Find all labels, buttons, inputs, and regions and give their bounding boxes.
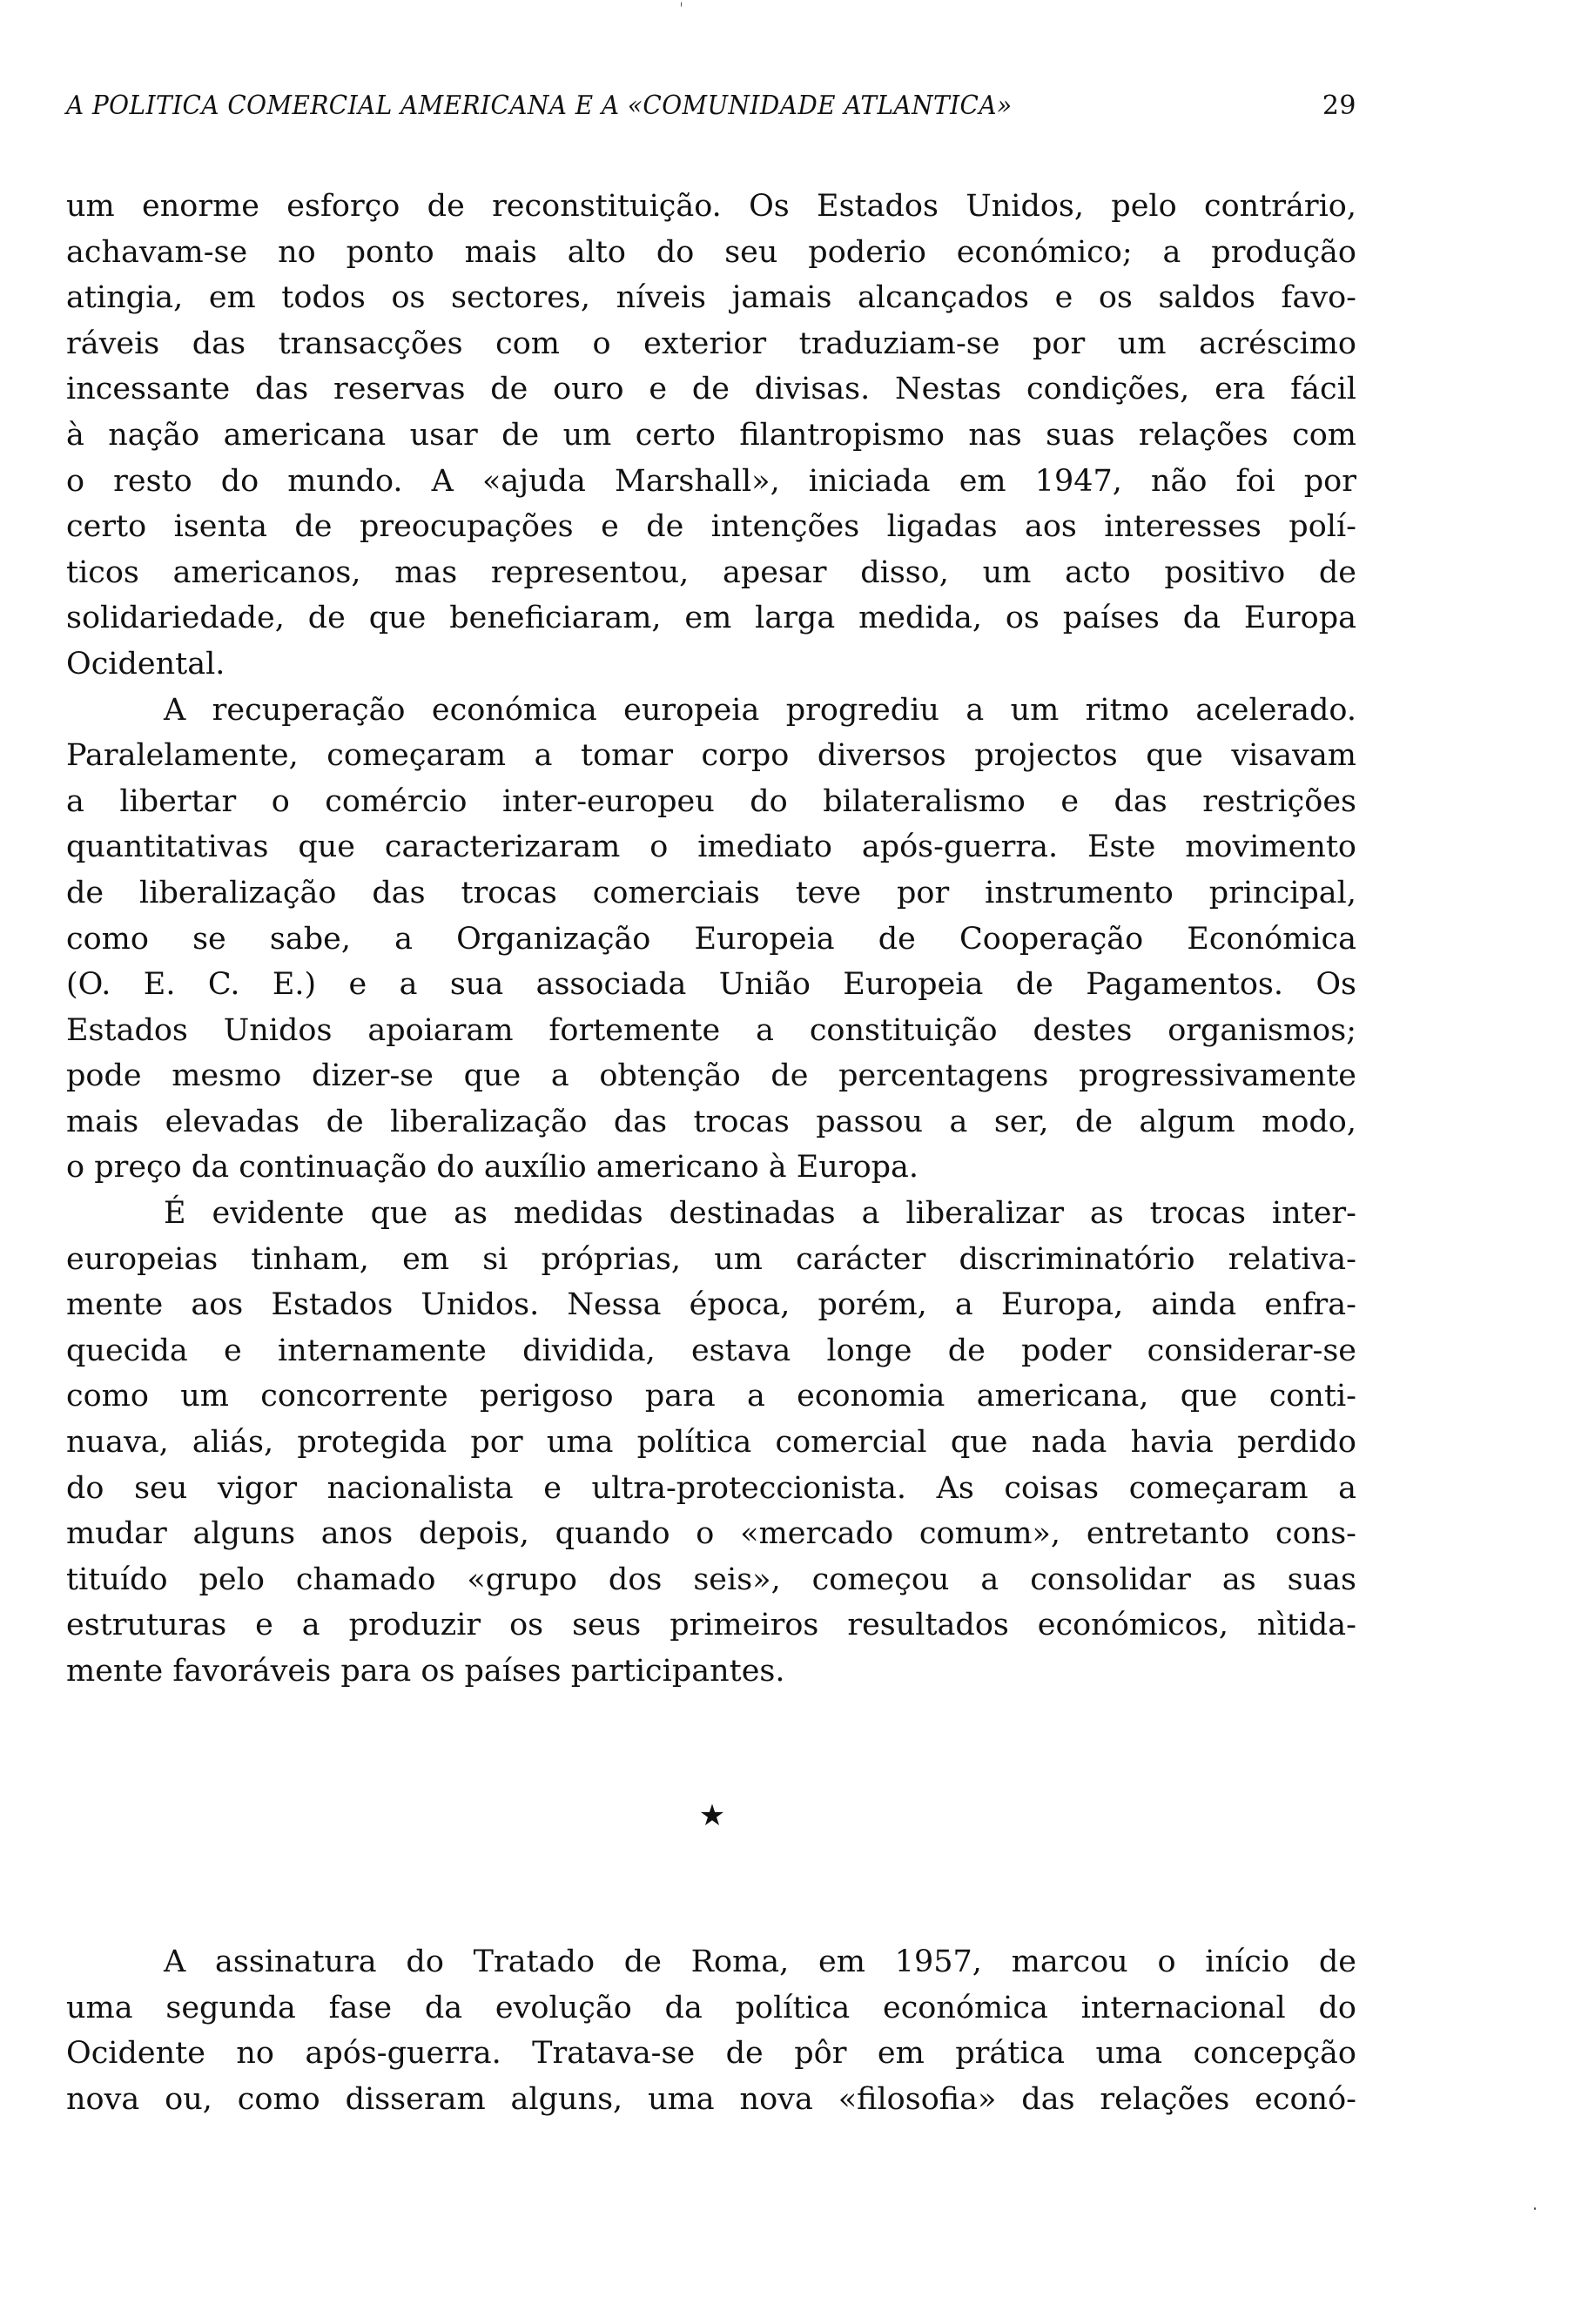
- text-line: Paralelamente, começaram a tomar corpo diversos projectos que visavam: [66, 738, 1356, 774]
- text-line: ticos americanos, mas representou, apesar disso, um acto positivo de: [66, 554, 1356, 590]
- text-line: de liberalização das trocas comerciais teve por instrumento principal,: [66, 875, 1356, 910]
- body-text: [66, 184, 1356, 1695]
- text-line: como se sabe, a Organização Europeia de Cooperação Económica: [66, 921, 1356, 957]
- paragraph-3: [66, 1191, 1356, 1695]
- text-line: A recuperação económica europeia progrediu a um ritmo acelerado.: [164, 692, 1356, 728]
- running-title: A POLITICA COMERCIAL AMERICANA E A «COMUNIDADE ATLANTICA»: [66, 91, 1013, 121]
- text-line: mudar alguns anos depois, quando o «mercado comum», entretanto cons-: [66, 1516, 1356, 1552]
- text-line: ráveis das transacções com o exterior traduziam-se por um acréscimo: [66, 326, 1356, 361]
- star-icon: ★: [698, 1798, 726, 1833]
- text-line: a libertar o comércio inter-europeu do bilateralismo e das restrições: [66, 783, 1356, 819]
- text-line: do seu vigor nacionalista e ultra-proteccionista. As coisas começaram a: [66, 1470, 1356, 1506]
- text-line: como um concorrente perigoso para a economia americana, que conti-: [66, 1379, 1356, 1414]
- text-line: nuava, aliás, protegida por uma política comercial que nada havia perdido: [66, 1425, 1356, 1461]
- text-line: à nação americana usar de um certo filantropismo nas suas relações com: [66, 417, 1356, 453]
- text-line: A assinatura do Tratado de Roma, em 1957, marcou o início de: [164, 1945, 1356, 1979]
- text-line: mente favoráveis para os países participantes.: [66, 1654, 785, 1689]
- text-line: solidariedade, de que beneficiaram, em larga medida, os países da Europa: [66, 601, 1356, 636]
- paragraph-2: [66, 688, 1356, 1192]
- text-line: mais elevadas de liberalização das trocas passou a ser, de algum modo,: [66, 1104, 1356, 1139]
- text-line: tituído pelo chamado «grupo dos seis», começou a consolidar as suas: [66, 1562, 1356, 1597]
- text-line: nova ou, como disseram alguns, uma nova «filosofia» das relações econó-: [66, 2081, 1356, 2117]
- text-line: o resto do mundo. A «ajuda Marshall», iniciada em 1947, não foi por: [66, 463, 1356, 499]
- text-line: pode mesmo dizer-se que a obtenção de percentagens progressivamente: [66, 1058, 1356, 1094]
- text-line: incessante das reservas de ouro e de divisas. Nestas condições, era fácil: [66, 372, 1356, 407]
- text-line: mente aos Estados Unidos. Nessa época, porém, a Europa, ainda enfra-: [66, 1287, 1356, 1323]
- text-line: Ocidente no após-guerra. Tratava-se de pôr em prática uma concepção: [66, 2036, 1356, 2072]
- text-line: atingia, em todos os sectores, níveis jamais alcançados e os saldos favo-: [66, 280, 1356, 316]
- text-line: Ocidental.: [66, 646, 225, 682]
- text-line: quecida e internamente dividida, estava longe de poder considerar-se: [66, 1333, 1356, 1368]
- text-line: quantitativas que caracterizaram o imediato após-guerra. Este movimento: [66, 830, 1356, 865]
- paragraph-1: [66, 184, 1356, 688]
- text-line: estruturas e a produzir os seus primeiros resultados económicos, nìtida-: [66, 1608, 1356, 1643]
- paragraph-4: [66, 1939, 1356, 2122]
- text-line: o preço da continuação do auxílio americano à Europa.: [66, 1150, 919, 1186]
- text-line: um enorme esforço de reconstituição. Os Estados Unidos, pelo contrário,: [66, 189, 1356, 224]
- text-line: uma segunda fase da evolução da política económica internacional do: [66, 1990, 1356, 2025]
- text-line: Estados Unidos apoiaram fortemente a constituição destes organismos;: [66, 1012, 1356, 1048]
- text-line: achavam-se no ponto mais alto do seu poderio económico; a produção: [66, 234, 1356, 270]
- text-line: certo isenta de preocupações e de intenções ligadas aos interesses polí-: [66, 509, 1356, 545]
- text-line: (O. E. C. E.) e a sua associada União Europeia de Pagamentos. Os: [66, 967, 1356, 1003]
- text-line: É evidente que as medidas destinadas a liberalizar as trocas inter-: [164, 1196, 1356, 1232]
- scan-speck: [681, 2, 682, 7]
- running-header: [66, 91, 1356, 129]
- scan-speck: [1534, 2207, 1536, 2210]
- text-line: europeias tinham, em si próprias, um carácter discriminatório relativa-: [66, 1241, 1356, 1277]
- page-number: 29: [1322, 91, 1356, 121]
